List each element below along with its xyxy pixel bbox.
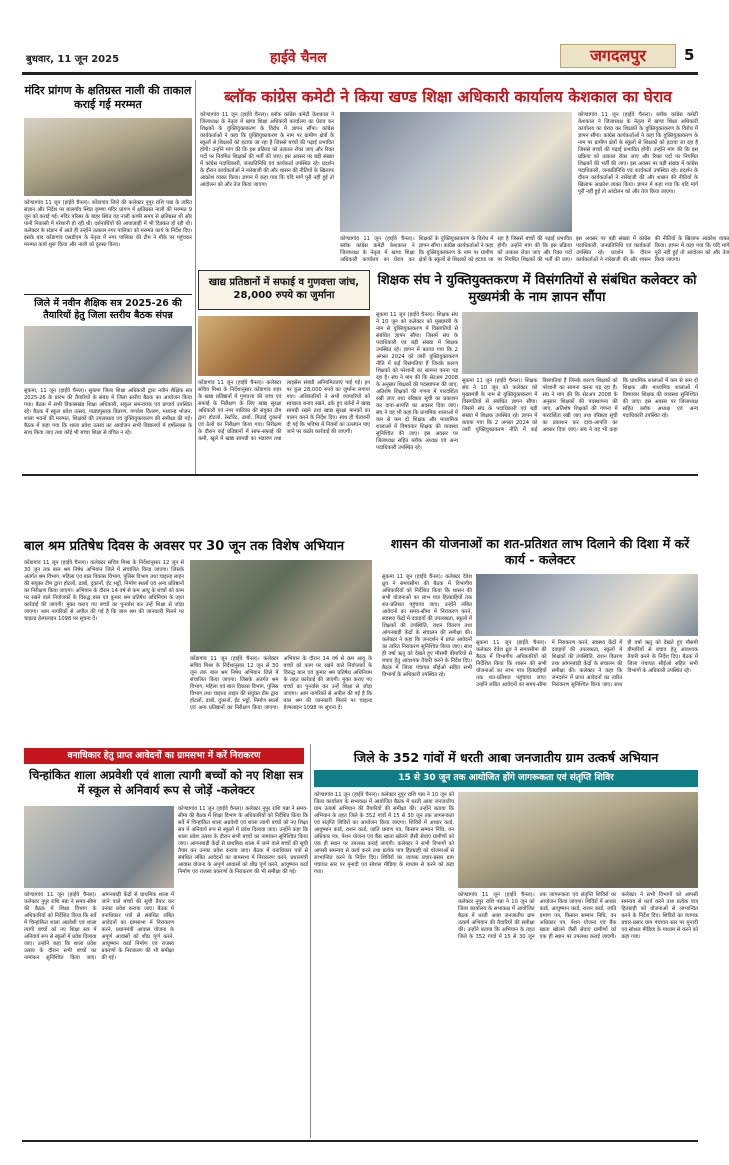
block-congress-body: कोण्डागांव 11 जून (हाईवे चैनल)। ब्लॉक कांग्रेस कमेटी केशकाल ने जिलाध्यक्ष के नेतृत्व में खण्ड शिक्षा अधिकारी कार्यालय का घेराव कर शिक्षकों के युक्तियुक्तकरण के विरोध में ज्ञापन सौंपा। कांग्रेस कार्यकर्ताओं ने कहा कि युक्तियुक्तकरण के नाम पर ग्रामीण क्षेत्रों के स्कूलों से शिक्षकों को हटाया जा रहा है जिससे बच्चों की पढ़ाई प्रभावित होगी। उन्होंने मांग की कि इस प्रक्रिया को तत्काल रोका जाए और रिक्त पदों पर नियमित शिक्षकों की भर्ती की जाए। इस अवसर पर बड़ी संख्या में कांग्रेस पदाधिकारी, जनप्रतिनिधि एवं कार्यकर्ता उपस्थित रहे। प्रदर्शन के दौरान कार्यकर्ताओं ने नारेबाजी की और शासन की नीतियों के खिलाफ आक्रोश व्यक्त किया। ज्ञापन में कहा गया कि यदि मांगें पूरी नहीं हुईं तो आंदोलन को और तेज किया जाएगा। (200, 112, 334, 188)
school-headline: चिन्हांकित शाला अप्रवेशी एवं शाला त्यागी बच्चों को नए शिक्षा सत्र में स्कूल से अनिवार्य रूप से जोड़ें -कलेक्टर (29, 768, 303, 797)
banner (24, 748, 304, 764)
child-labour-headline: बाल श्रम प्रतिषेध दिवस के अवसर पर 30 जून तक विशेष अभियान (24, 539, 345, 554)
divider (24, 294, 192, 295)
block-congress-body-cont: कोण्डागांव 11 जून (हाईवे चैनल)। ब्लॉक कांग्रेस कमेटी केशकाल ने जिलाध्यक्ष के नेतृत्व में खण्ड शिक्षा अधिकारी कार्यालय का घेराव कर शिक्षकों के युक्तियुक्तकरण के विरोध में ज्ञापन सौंपा। कांग्रेस कार्यकर्ताओं ने कहा कि युक्तियुक्तकरण के नाम पर ग्रामीण क्षेत्रों के स्कूलों से शिक्षकों को हटाया जा रहा है जिससे बच्चों की पढ़ाई प्रभावित होगी। उन्होंने मांग की कि इस प्रक्रिया को तत्काल रोका जाए और रिक्त पदों पर नियमित शिक्षकों की भर्ती की जाए। इस अवसर पर बड़ी संख्या में कांग्रेस पदाधिकारी, जनप्रतिनिधि एवं कार्यकर्ता उपस्थित रहे। प्रदर्शन के दौरान कार्यकर्ताओं ने नारेबाजी की और शासन की नीतियों के खिलाफ आक्रोश व्यक्त किया। ज्ञापन में कहा गया कि यदि मांगें पूरी नहीं हुईं तो आंदोलन को और तेज किया जाएगा। (340, 236, 729, 263)
scheme-body-cont: सुकमा 11 जून (हाईवे चैनल)। कलेक्टर देवेश ध्रुव ने समयसीमा की बैठक में विभागीय अधिकारियों को निर्देशित किया कि शासन की सभी योजनाओं का लाभ पात्र हितग्राहियों तक शत-प्रतिशत पहुंचाया जाए। उन्होंने लंबित आवेदनों का समय-सीमा में निराकरण करने, स्वास्थ्य केंद्रों में दवाइयों की उपलब्धता, स्कूलों में शिक्षकों की उपस्थिति, राशन वितरण तथा आंगनबाड़ी केंद्रों के संचालन की समीक्षा की। कलेक्टर ने कहा कि जनदर्शन में प्राप्त आवेदनों का त्वरित निराकरण सुनिश्चित किया जाए। साथ ही वर्षा ऋतु को देखते हुए मौसमी बीमारियों से बचाव हेतु आवश्यक तैयारी करने के निर्देश दिए। बैठक में जिला पंचायत सीईओ सहित सभी विभागों के अधिकारी उपस्थित रहे। (476, 640, 698, 688)
memorandum-body: सुकमा 11 जून (हाईवे चैनल)। शिक्षक संघ ने 10 जून को कलेक्टर को मुख्यमंत्री के नाम से युक्तियुक्तकरण में विसंगतियों से संबंधित ज्ञापन सौंपा। जिसमें संघ के पदाधिकारी एवं बड़ी संख्या में शिक्षक उपस्थित रहे। ज्ञापन में बताया गया कि 2 अगस्त 2024 को जारी युक्तियुक्तकरण नीति में कई विसंगतियां हैं जिनके कारण शिक्षकों को परेशानी का सामना करना पड़ रहा है। संघ ने मांग की कि सेटअप 2008 के अनुसार शिक्षकों की पदस्थापना की जाए, अतिशेष शिक्षकों की गणना में पारदर्शिता रखी जाए तथा वरिष्ठता सूची का प्रकाशन कर दावा-आपत्ति का अवसर दिया जाए। संघ ने यह भी कहा कि प्राथमिक शालाओं में कम से कम दो शिक्षक और माध्यमिक शालाओं में विषयवार शिक्षक की व्यवस्था सुनिश्चित की जाए। इस अवसर पर जिलाध्यक्ष सहित ब्लॉक अध्यक्ष एवं अन्य पदाधिकारी उपस्थित रहे। (376, 312, 458, 451)
memorandum-photo (462, 312, 698, 374)
janjatiya-body: कोण्डागांव 11 जून (हाईवे चैनल)। कलेक्टर नुपुर राशि पन्ना ने 10 जून को जिला कार्यालय के सभाकक्ष में आयोजित बैठक में धरती आबा जनजातीय ग्राम उत्कर्ष अभियान की तैयारियों की समीक्षा की। उन्होंने बताया कि अभियान के तहत जिले के 352 गांवों में 15 से 30 जून तक जागरूकता एवं संतृप्ति शिविरों का आयोजन किया जाएगा। शिविरों में आधार कार्ड, आयुष्मान कार्ड, राशन कार्ड, जाति प्रमाण पत्र, किसान सम्मान निधि, वन अधिकार पत्र, पेंशन योजना एवं बैंक खाता खोलने जैसी सेवाएं ग्रामीणों को एक ही स्थान पर उपलब्ध कराई जाएंगी। कलेक्टर ने सभी विभागों को आपसी समन्वय से कार्य करने तथा प्रत्येक पात्र हितग्राही को योजनाओं से लाभान्वित करने के निर्देश दिए। शिविरों का व्यापक प्रचार-प्रसार ग्राम पंचायत स्तर पर मुनादी एवं सोशल मीडिया के माध्यम से करने को कहा गया। (314, 792, 454, 875)
scheme-photo (476, 574, 698, 636)
district-meeting-headline: जिले में नवीन शैक्षिक सत्र 2025-26 की तैयारियों हेतु जिला स्तरीय बैठक संपन्न (34, 298, 182, 321)
header-rule (22, 72, 698, 75)
district-meeting-body: सुकमा, 11 जून (हाईवे चैनल)। सुकमा जिला शिक्षा अधिकारी द्वारा नवीन शैक्षिक सत्र 2025-26 के प्रारंभ की तैयारियों के संबंध में जिला स्तरीय बैठक का आयोजन किया गया। बैठक में सभी विकासखंड शिक्षा अधिकारी, संकुल समन्वयक एवं प्राचार्य उपस्थित रहे। बैठक में स्कूल प्रवेश उत्सव, पाठ्यपुस्तक वितरण, गणवेश वितरण, मध्यान्ह भोजन, शाला भवनों की मरम्मत, शिक्षकों की उपलब्धता एवं युक्तियुक्तकरण की समीक्षा की गई। बैठक में कहा गया कि शाला प्रवेश उत्सव का आयोजन सभी विद्यालयों में हर्षोल्लास के साथ किया जाए तथा कोई भी बच्चा शिक्षा से वंचित न रहे। (24, 388, 192, 436)
divider (22, 474, 698, 476)
temple-photo (24, 118, 192, 196)
block-congress-photo (340, 112, 572, 232)
food-headline-box (198, 270, 370, 310)
child-labour-body-cont: कोंडागांव 11 जून (हाईवे चैनल)। कलेक्टर सचिव मिश्रा के निर्देशानुसार 12 जून से 30 जून तक बाल श्रम निषेध अभियान जिले में संचालित किया जाएगा। जिसके अंतर्गत श्रम विभाग, महिला एवं बाल विकास विभाग, पुलिस विभाग तथा चाइल्ड लाइन की संयुक्त टीम द्वारा होटलों, ढाबों, दुकानों, ईंट भट्ठों, निर्माण स्थलों एवं अन्य प्रतिष्ठानों का निरीक्षण किया जाएगा। अभियान के दौरान 14 वर्ष से कम आयु के बच्चों को काम पर रखने वाले नियोजकों के विरुद्ध बाल एवं कुमार श्रम प्रतिषेध अधिनियम के तहत कार्रवाई की जाएगी। मुक्त कराए गए बच्चों का पुनर्वास कर उन्हें शिक्षा से जोड़ा जाएगा। आम नागरिकों से अपील की गई है कि बाल श्रम की जानकारी मिलने पर चाइल्ड हेल्पलाइन 1098 पर सूचना दें। (190, 656, 372, 711)
header-date: बुधवार, 11 जून 2025 (26, 54, 120, 65)
food-body: कोंडागांव 11 जून (हाईवे चैनल)। कलेक्टर सचिव मिश्रा के निर्देशानुसार कोंडागांव शहर के खाद्य प्रतिष्ठानों में गुणवत्ता की जांच एवं सफाई के निरीक्षण के लिए खाद्य सुरक्षा अधिकारी एवं नगर पालिका की संयुक्त टीम द्वारा होटलों, रेस्टोरेंट, ढाबों, मिठाई दुकानों एवं ठेलों का निरीक्षण किया गया। निरीक्षण के दौरान कई प्रतिष्ठानों में साफ-सफाई की कमी, खुले में खाद्य सामग्री का भंडारण तथा लाइसेंस संबंधी अनियमितताएं पाई गईं। इन पर कुल 28,000 रुपये का जुर्माना लगाया गया। अधिकारियों ने सभी व्यापारियों को स्वच्छता बनाए रखने, ढके हुए बर्तनों में खाद्य सामग्री रखने तथा खाद्य सुरक्षा मानकों का पालन करने के निर्देश दिए। साथ ही चेतावनी दी गई कि भविष्य में नियमों का उल्लंघन पाए जाने पर कठोर कार्रवाई की जाएगी। (198, 380, 370, 442)
food-photo (198, 316, 370, 376)
scheme-body: सुकमा 11 जून (हाईवे चैनल)। कलेक्टर देवेश ध्रुव ने समयसीमा की बैठक में विभागीय अधिकारियों को निर्देशित किया कि शासन की सभी योजनाओं का लाभ पात्र हितग्राहियों तक शत-प्रतिशत पहुंचाया जाए। उन्होंने लंबित आवेदनों का समय-सीमा में निराकरण करने, स्वास्थ्य केंद्रों में दवाइयों की उपलब्धता, स्कूलों में शिक्षकों की उपस्थिति, राशन वितरण तथा आंगनबाड़ी केंद्रों के संचालन की समीक्षा की। कलेक्टर ने कहा कि जनदर्शन में प्राप्त आवेदनों का त्वरित निराकरण सुनिश्चित किया जाए। साथ ही वर्षा ऋतु को देखते हुए मौसमी बीमारियों से बचाव हेतु आवश्यक तैयारी करने के निर्देश दिए। बैठक में जिला पंचायत सीईओ सहित सभी विभागों के अधिकारी उपस्थित रहे। (382, 574, 472, 678)
page-number: 5 (684, 46, 695, 64)
school-body: कोण्डागांव 11 जून (हाईवे चैनल)। कलेक्टर नुपुर राशि पन्ना ने समय-सीमा की बैठक में शिक्षा विभाग के अधिकारियों को निर्देशित किया कि सर्वे में चिन्हांकित शाला अप्रवेशी एवं शाला त्यागी बच्चों को नए शिक्षा सत्र में अनिवार्य रूप से स्कूलों में प्रवेश दिलाया जाए। उन्होंने कहा कि शाला प्रवेश उत्सव के दौरान सभी बच्चों का नामांकन सुनिश्चित किया जाए। आंगनबाड़ी केंद्रों से प्राथमिक शाला में जाने वाले बच्चों की सूची तैयार कर उनका प्रवेश कराया जाए। बैठक में वनाधिकार पत्रों से संबंधित लंबित आवेदनों का ग्रामसभा में निराकरण करने, प्रधानमंत्री आवास योजना के अपूर्ण आवासों को शीघ्र पूर्ण करने, आयुष्मान कार्ड निर्माण एवं राजस्व प्रकरणों के निराकरण की भी समीक्षा की गई। (178, 806, 308, 875)
child-labour-photo (190, 560, 372, 652)
block-congress-headline: ब्लॉक कांग्रेस कमेटी ने किया खण्ड शिक्षा अधिकारी कार्यालय केशकाल का घेराव (224, 88, 672, 106)
column-divider (310, 744, 311, 1138)
janjatiya-subhead-box (314, 770, 698, 787)
food-headline: खाद्य प्रतिष्ठानों में सफाई व गुणवत्ता जांच, 28,000 रुपये का जुर्माना (208, 277, 360, 301)
memorandum-body-cont: सुकमा 11 जून (हाईवे चैनल)। शिक्षक संघ ने 10 जून को कलेक्टर को मुख्यमंत्री के नाम से युक्तियुक्तकरण में विसंगतियों से संबंधित ज्ञापन सौंपा। जिसमें संघ के पदाधिकारी एवं बड़ी संख्या में शिक्षक उपस्थित रहे। ज्ञापन में बताया गया कि 2 अगस्त 2024 को जारी युक्तियुक्तकरण नीति में कई विसंगतियां हैं जिनके कारण शिक्षकों को परेशानी का सामना करना पड़ रहा है। संघ ने मांग की कि सेटअप 2008 के अनुसार शिक्षकों की पदस्थापना की जाए, अतिशेष शिक्षकों की गणना में पारदर्शिता रखी जाए तथा वरिष्ठता सूची का प्रकाशन कर दावा-आपत्ति का अवसर दिया जाए। संघ ने यह भी कहा कि प्राथमिक शालाओं में कम से कम दो शिक्षक और माध्यमिक शालाओं में विषयवार शिक्षक की व्यवस्था सुनिश्चित की जाए। इस अवसर पर जिलाध्यक्ष सहित ब्लॉक अध्यक्ष एवं अन्य पदाधिकारी उपस्थित रहे। (462, 378, 698, 433)
header-section: हाईवे चैनल (270, 50, 327, 66)
school-photo (24, 806, 174, 888)
child-labour-body: कोंडागांव 11 जून (हाईवे चैनल)। कलेक्टर सचिव मिश्रा के निर्देशानुसार 12 जून से 30 जून तक बाल श्रम निषेध अभियान जिले में संचालित किया जाएगा। जिसके अंतर्गत श्रम विभाग, महिला एवं बाल विकास विभाग, पुलिस विभाग तथा चाइल्ड लाइन की संयुक्त टीम द्वारा होटलों, ढाबों, दुकानों, ईंट भट्ठों, निर्माण स्थलों एवं अन्य प्रतिष्ठानों का निरीक्षण किया जाएगा। अभियान के दौरान 14 वर्ष से कम आयु के बच्चों को काम पर रखने वाले नियोजकों के विरुद्ध बाल एवं कुमार श्रम प्रतिषेध अधिनियम के तहत कार्रवाई की जाएगी। मुक्त कराए गए बच्चों का पुनर्वास कर उन्हें शिक्षा से जोड़ा जाएगा। आम नागरिकों से अपील की गई है कि बाल श्रम की जानकारी मिलने पर चाइल्ड हेल्पलाइन 1098 पर सूचना दें। (24, 560, 184, 622)
divider (22, 1140, 698, 1142)
memorandum-headline: शिक्षक संघ ने युक्तियुक्तकरण में विसंगतियों से संबंधित कलेक्टर को मुख्यमंत्री के नाम ज्ञापन सौंपा (377, 273, 697, 305)
janjatiya-headline: जिले के 352 गांवों में धरती आबा जनजातीय ग्राम उत्कर्ष अभियान (353, 750, 659, 765)
janjatiya-subhead: 15 से 30 जून तक आयोजित होंगे जागरूकता एवं संतृप्ति शिविर (398, 773, 614, 783)
district-meeting-photo (24, 326, 192, 384)
temple-body: कोण्डागांव 11 जून (हाईवे चैनल)। कोंडागांव जिले की कलेक्टर नुपुर राशि पन्ना के त्वरित संज्ञान और निर्देश पर बालगाँव स्थित कृष्णा मंदिर प्रांगण में क्षतिग्रस्त नाली की मरम्मत 9 जून को कराई गई। मंदिर परिसर के बाहर स्थित यह नाली काफी समय से क्षतिग्रस्त थी और पानी निकासी में परेशानी हो रही थी। दर्शनार्थियों की आवाजाही में भी दिक्कत हो रही थी। कलेक्टर के संज्ञान में आते ही उन्होंने तत्काल नगर पालिका को मरम्मत कार्य के निर्देश दिए। इसके बाद कोंडागांव एसडीएम के नेतृत्व में नगर पालिका की टीम ने मौके पर पहुंचकर मरम्मत कार्य शुरू किया और नाली को दुरुस्त किया। (24, 200, 192, 248)
column-divider (195, 80, 196, 474)
masthead (560, 44, 676, 68)
janjatiya-body-cont: कोण्डागांव 11 जून (हाईवे चैनल)। कलेक्टर नुपुर राशि पन्ना ने 10 जून को जिला कार्यालय के सभाकक्ष में आयोजित बैठक में धरती आबा जनजातीय ग्राम उत्कर्ष अभियान की तैयारियों की समीक्षा की। उन्होंने बताया कि अभियान के तहत जिले के 352 गांवों में 15 से 30 जून तक जागरूकता एवं संतृप्ति शिविरों का आयोजन किया जाएगा। शिविरों में आधार कार्ड, आयुष्मान कार्ड, राशन कार्ड, जाति प्रमाण पत्र, किसान सम्मान निधि, वन अधिकार पत्र, पेंशन योजना एवं बैंक खाता खोलने जैसी सेवाएं ग्रामीणों को एक ही स्थान पर उपलब्ध कराई जाएंगी। कलेक्टर ने सभी विभागों को आपसी समन्वय से कार्य करने तथा प्रत्येक पात्र हितग्राही को योजनाओं से लाभान्वित करने के निर्देश दिए। शिविरों का व्यापक प्रचार-प्रसार ग्राम पंचायत स्तर पर मुनादी एवं सोशल मीडिया के माध्यम से करने को कहा गया। (458, 892, 698, 940)
janjatiya-photo (458, 792, 698, 888)
temple-headline: मंदिर प्रांगण के क्षतिग्रस्त नाली की ताकाल कराई गई मरम्मत (24, 84, 192, 111)
masthead-title: जगदलपुर (590, 46, 646, 65)
school-body-cont: कोण्डागांव 11 जून (हाईवे चैनल)। कलेक्टर नुपुर राशि पन्ना ने समय-सीमा की बैठक में शिक्षा विभाग के अधिकारियों को निर्देशित किया कि सर्वे में चिन्हांकित शाला अप्रवेशी एवं शाला त्यागी बच्चों को नए शिक्षा सत्र में अनिवार्य रूप से स्कूलों में प्रवेश दिलाया जाए। उन्होंने कहा कि शाला प्रवेश उत्सव के दौरान सभी बच्चों का नामांकन सुनिश्चित किया जाए। आंगनबाड़ी केंद्रों से प्राथमिक शाला में जाने वाले बच्चों की सूची तैयार कर उनका प्रवेश कराया जाए। बैठक में वनाधिकार पत्रों से संबंधित लंबित आवेदनों का ग्रामसभा में निराकरण करने, प्रधानमंत्री आवास योजना के अपूर्ण आवासों को शीघ्र पूर्ण करने, आयुष्मान कार्ड निर्माण एवं राजस्व प्रकरणों के निराकरण की भी समीक्षा की गई। (24, 892, 174, 961)
block-congress-body-right: कोण्डागांव 11 जून (हाईवे चैनल)। ब्लॉक कांग्रेस कमेटी केशकाल ने जिलाध्यक्ष के नेतृत्व में खण्ड शिक्षा अधिकारी कार्यालय का घेराव कर शिक्षकों के युक्तियुक्तकरण के विरोध में ज्ञापन सौंपा। कांग्रेस कार्यकर्ताओं ने कहा कि युक्तियुक्तकरण के नाम पर ग्रामीण क्षेत्रों के स्कूलों से शिक्षकों को हटाया जा रहा है जिससे बच्चों की पढ़ाई प्रभावित होगी। उन्होंने मांग की कि इस प्रक्रिया को तत्काल रोका जाए और रिक्त पदों पर नियमित शिक्षकों की भर्ती की जाए। इस अवसर पर बड़ी संख्या में कांग्रेस पदाधिकारी, जनप्रतिनिधि एवं कार्यकर्ता उपस्थित रहे। प्रदर्शन के दौरान कार्यकर्ताओं ने नारेबाजी की और शासन की नीतियों के खिलाफ आक्रोश व्यक्त किया। ज्ञापन में कहा गया कि यदि मांगें पूरी नहीं हुईं तो आंदोलन को और तेज किया जाएगा। (578, 112, 698, 195)
scheme-headline: शासन की योजनाओं का शत-प्रतिशत लाभ दिलाने की दिशा में करें कार्य - कलेक्टर (390, 536, 690, 567)
banner-text: वनाधिकार हेतु प्राप्त आवेदनों का ग्रामसभा में करें निराकरण (67, 751, 261, 761)
